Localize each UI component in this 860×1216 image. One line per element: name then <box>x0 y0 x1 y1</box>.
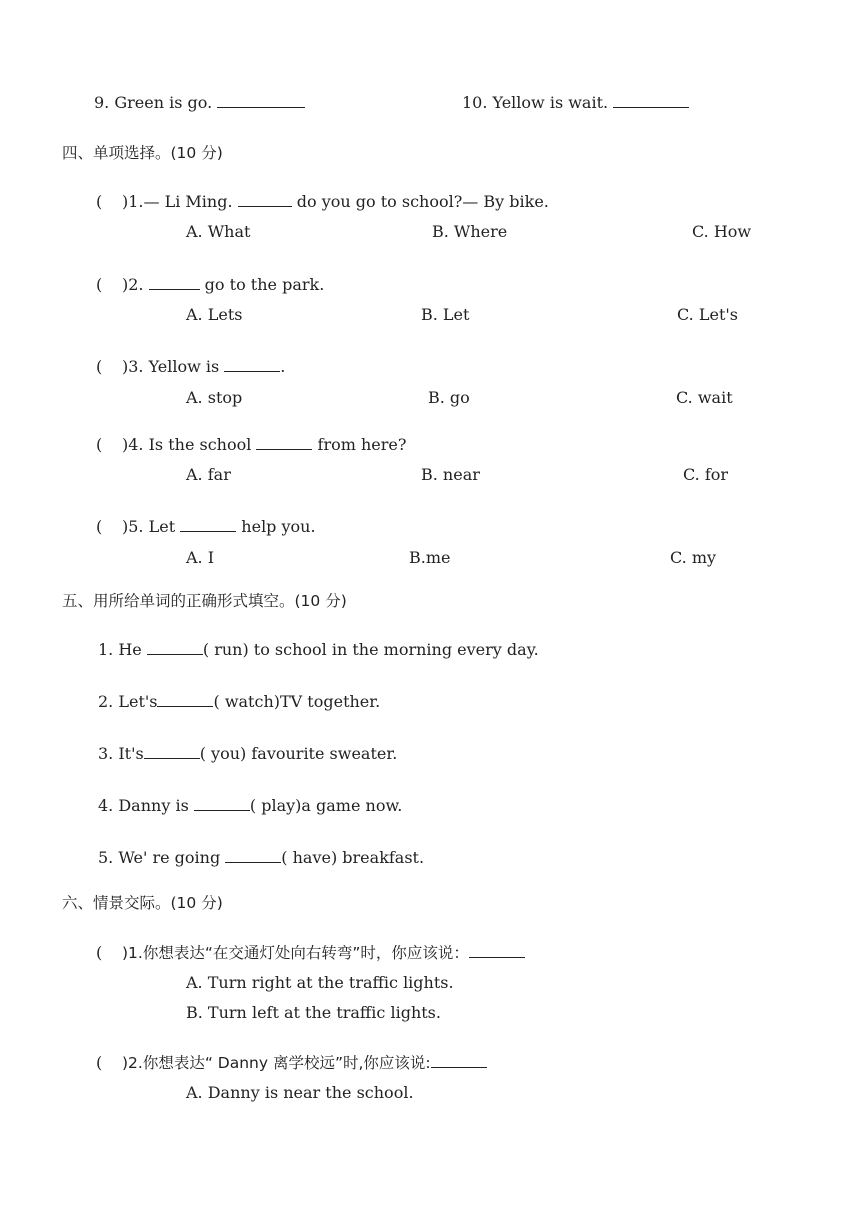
option-a[interactable]: A. Turn right at the traffic lights. <box>186 973 454 992</box>
fill-blank[interactable] <box>180 517 236 532</box>
option-b[interactable]: B. Where <box>432 222 508 241</box>
option-b[interactable]: B. go <box>428 388 470 407</box>
answer-paren[interactable]: ( <box>96 435 103 454</box>
fill-blank[interactable] <box>157 692 213 707</box>
fill-item-3 <box>98 744 397 764</box>
situation-question-2 <box>96 1053 487 1073</box>
option-b[interactable]: B. near <box>421 465 480 484</box>
fill-blank[interactable] <box>469 943 525 958</box>
question-stem: )3. Yellow is <box>122 357 225 376</box>
fill-item-2 <box>98 692 380 712</box>
option-a[interactable]: A. I <box>186 548 215 567</box>
question-stem-end: go to the park. <box>199 275 325 294</box>
item-text: 1. He <box>98 640 147 659</box>
mc-question-4 <box>96 435 406 455</box>
fill-blank[interactable] <box>224 357 280 372</box>
question-stem-end: from here? <box>312 435 407 454</box>
section4-heading: 四、单项选择。(10 分) <box>62 144 223 162</box>
mc-question-5 <box>96 517 316 537</box>
item-text: 2. Let's <box>98 692 158 711</box>
fill-blank[interactable] <box>238 192 292 207</box>
fill-blank[interactable] <box>194 796 250 811</box>
fill-blank[interactable] <box>431 1053 487 1068</box>
item-text: 5. We' re going <box>98 848 226 867</box>
option-a[interactable]: A. Danny is near the school. <box>186 1083 414 1102</box>
question-stem: )2.你想表达“ Danny 离学校远”时,你应该说: <box>122 1054 431 1072</box>
fill-item-4 <box>98 796 402 816</box>
question-10-text: 10. Yellow is wait. <box>462 93 614 112</box>
fill-blank[interactable] <box>144 744 200 759</box>
question-9 <box>94 93 305 113</box>
mc-question-1 <box>96 192 549 212</box>
item-text: 4. Danny is <box>98 796 194 815</box>
question-stem-end: . <box>280 357 286 376</box>
answer-blank[interactable] <box>613 93 689 108</box>
fill-blank[interactable] <box>256 435 312 450</box>
item-text-end: ( have) breakfast. <box>281 848 425 867</box>
question-stem: )1.你想表达“在交通灯处向右转弯”时，你应该说： <box>122 944 469 962</box>
option-b[interactable]: B. Let <box>421 305 470 324</box>
option-a[interactable]: A. far <box>186 465 231 484</box>
fill-blank[interactable] <box>225 848 281 863</box>
answer-blank[interactable] <box>217 93 305 108</box>
question-stem: )5. Let <box>122 517 181 536</box>
option-c[interactable]: C. my <box>670 548 717 567</box>
question-10 <box>462 93 689 113</box>
answer-paren[interactable]: ( <box>96 192 103 211</box>
option-c[interactable]: C. wait <box>676 388 733 407</box>
item-text-end: ( run) to school in the morning every day. <box>202 640 539 659</box>
fill-item-5 <box>98 848 424 868</box>
item-text-end: ( watch)TV together. <box>213 692 381 711</box>
item-text-end: ( play)a game now. <box>249 796 403 815</box>
answer-paren[interactable]: ( <box>96 1053 103 1072</box>
option-c[interactable]: C. How <box>692 222 752 241</box>
section5-heading: 五、用所给单词的正确形式填空。(10 分) <box>62 592 347 610</box>
option-b[interactable]: B.me <box>409 548 451 567</box>
fill-blank[interactable] <box>147 640 203 655</box>
item-text-end: ( you) favourite sweater. <box>199 744 398 763</box>
option-a[interactable]: A. stop <box>186 388 243 407</box>
option-b[interactable]: B. Turn left at the traffic lights. <box>186 1003 441 1022</box>
item-text: 3. It's <box>98 744 144 763</box>
option-a[interactable]: A. Lets <box>186 305 243 324</box>
question-stem: )1.— Li Ming. <box>122 192 238 211</box>
question-stem-end: help you. <box>236 517 316 536</box>
question-stem: )4. Is the school <box>122 435 257 454</box>
answer-paren[interactable]: ( <box>96 275 103 294</box>
option-c[interactable]: C. for <box>683 465 729 484</box>
fill-item-1 <box>98 640 539 660</box>
section6-heading: 六、情景交际。(10 分) <box>62 894 223 912</box>
fill-blank[interactable] <box>149 275 200 290</box>
question-9-text: 9. Green is go. <box>94 93 218 112</box>
mc-question-3 <box>96 357 285 377</box>
question-stem: )2. <box>122 275 149 294</box>
option-a[interactable]: A. What <box>186 222 251 241</box>
situation-question-1 <box>96 943 525 963</box>
option-c[interactable]: C. Let's <box>677 305 738 324</box>
answer-paren[interactable]: ( <box>96 943 103 962</box>
answer-paren[interactable]: ( <box>96 517 103 536</box>
mc-question-2 <box>96 275 324 295</box>
question-stem-end: do you go to school?— By bike. <box>291 192 549 211</box>
answer-paren[interactable]: ( <box>96 357 103 376</box>
